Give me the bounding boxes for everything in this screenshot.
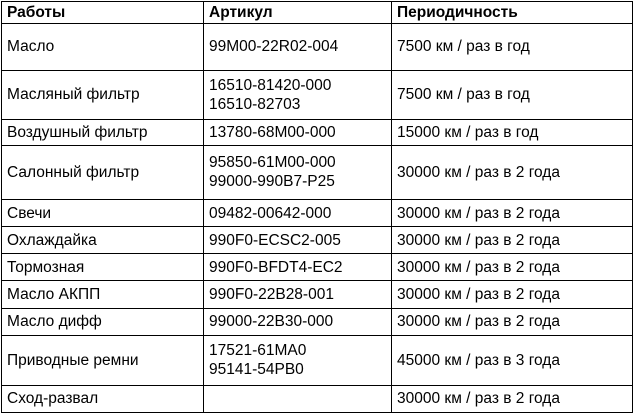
part-cell [204,227,392,254]
part-cell [204,281,392,308]
work-cell: Масло дифф [2,308,204,335]
table-row [2,254,633,281]
header-row [2,2,633,24]
header-works: Работы [2,2,204,24]
part-cell [204,308,392,335]
part-cell [204,24,392,71]
table-row [2,308,633,335]
work-cell: Масло [2,24,204,71]
part-number: 13780-68M00-000 [209,123,336,141]
period-cell: 15000 км / раз в год [392,119,633,145]
part-number: 17521-61MA0 [209,342,307,360]
work-cell: Воздушный фильтр [2,119,204,145]
work-cell: Тормозная [2,254,204,281]
part-number: 16510-81420-000 [209,76,332,94]
period-cell: 30000 км / раз в 2 года [392,254,633,281]
table-row [2,335,633,385]
part-number: 95141-54PB0 [209,361,304,379]
period-cell: 30000 км / раз в 2 года [392,385,633,412]
period-cell: 30000 км / раз в 2 года [392,281,633,308]
part-number: 95850-61M00-000 [209,154,336,172]
table-row [2,24,633,71]
table-row [2,119,633,145]
part-number: 990F0-BFDT4-EC2 [209,258,343,276]
period-cell: 30000 км / раз в 2 года [392,227,633,254]
part-number: 990F0-ECSC2-005 [209,231,341,249]
table-row [2,385,633,412]
part-number: 99M00-22R02-004 [209,38,339,56]
part-cell [204,119,392,145]
table-row [2,227,633,254]
work-cell: Масло АКПП [2,281,204,308]
header-period: Периодичность [392,2,633,24]
work-cell: Свечи [2,200,204,227]
part-cell [204,200,392,227]
table-row [2,70,633,119]
work-cell: Салонный фильтр [2,145,204,199]
part-number: 09482-00642-000 [209,204,332,222]
part-cell [204,335,392,385]
part-number: 99000-22B30-000 [209,313,334,331]
table-row [2,281,633,308]
part-cell [204,145,392,199]
work-cell: Сход-развал [2,385,204,412]
part-cell [204,385,392,412]
part-number: 99000-990B7-P25 [209,173,335,191]
header-article: Артикул [204,2,392,24]
part-cell [204,70,392,119]
period-cell: 7500 км / раз в год [392,70,633,119]
period-cell: 7500 км / раз в год [392,24,633,71]
period-cell: 30000 км / раз в 2 года [392,145,633,199]
part-number: 16510-82703 [209,95,301,113]
work-cell: Охлаждайка [2,227,204,254]
table-row [2,145,633,199]
period-cell: 45000 км / раз в 3 года [392,335,633,385]
part-cell [204,254,392,281]
work-cell: Приводные ремни [2,335,204,385]
work-cell: Масляный фильтр [2,70,204,119]
period-cell: 30000 км / раз в 2 года [392,308,633,335]
maintenance-table [1,1,633,413]
table-row [2,200,633,227]
part-number: 990F0-22B28-001 [209,286,334,304]
period-cell: 30000 км / раз в 2 года [392,200,633,227]
